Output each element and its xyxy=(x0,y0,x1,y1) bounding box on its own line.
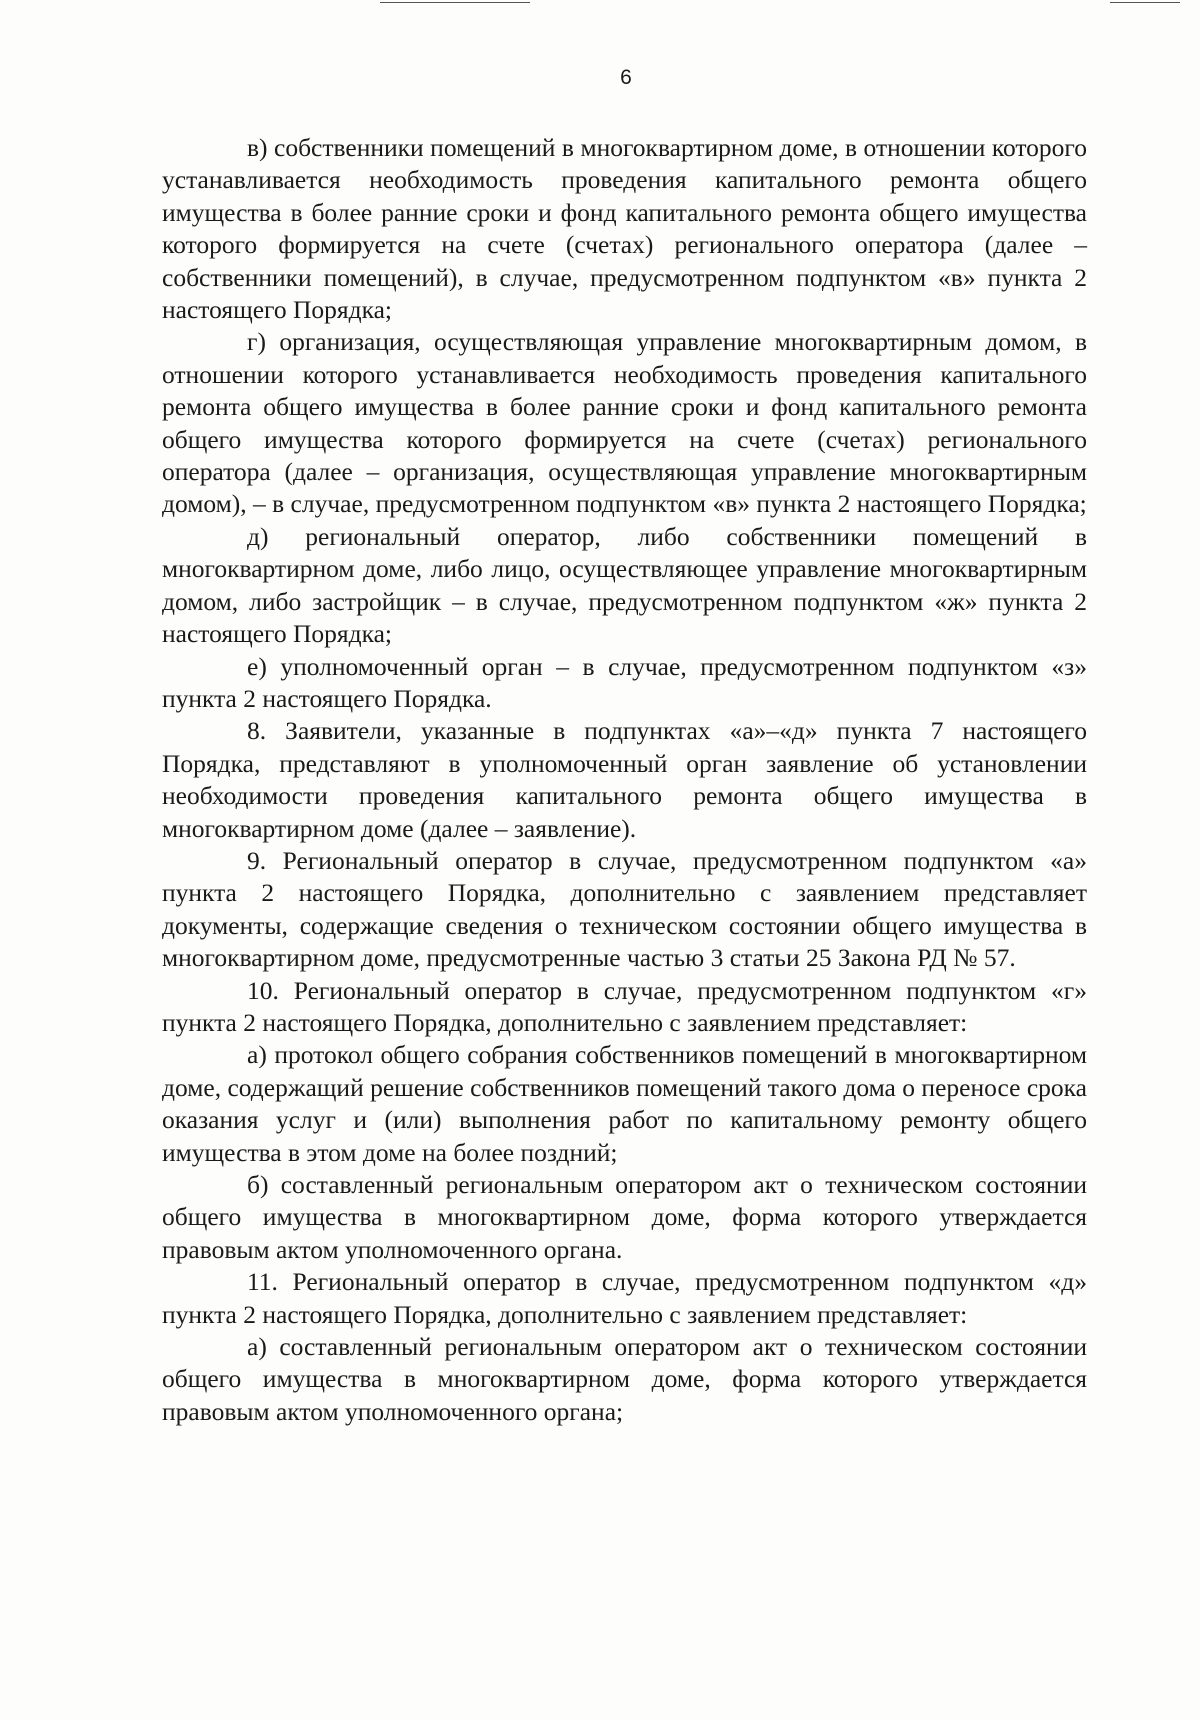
paragraph-7e: е) уполномоченный орган – в случае, предусмотренном подпунктом «з» пункта 2 настоящего Порядка. xyxy=(162,651,1087,713)
paragraph-7g: г) организация, осуществляющая управление многоквартирным домом, в отношении которого устанавливается необходимость проведения капитального ремонта общего имущества в более ранние сроки и фонд капитального ремонта общего имущества которого формируется на счете (счетах) регионального оператора (далее – организация, осуществляющая управление многоквартирным домом), – в случае, предусмотренном подпунктом «в» пункта 2 настоящего Порядка; xyxy=(162,327,1087,519)
scan-edge-mark xyxy=(1110,2,1180,3)
paragraph-7d: д) региональный оператор, либо собственники помещений в многоквартирном доме, либо лицо, осуществляющее управление многоквартирным домом, либо застройщик – в случае, предусмотренном подпунктом «ж» пункта 2 настоящего Порядка; xyxy=(162,521,1087,649)
page-number: 6 xyxy=(620,66,632,89)
paragraph-9: 9. Региональный оператор в случае, предусмотренном подпунктом «а» пункта 2 настоящего Порядка, дополнительно с заявлением представляет документы, содержащие сведения о техническом состоянии общего имущества в многоквартирном доме, предусмотренные частью 3 статьи 25 Закона РД № 57. xyxy=(162,845,1087,973)
paragraph-10b: б) составленный региональным оператором акт о техническом состоянии общего имущества в многоквартирном доме, форма которого утверждается правовым актом уполномоченного органа. xyxy=(162,1170,1087,1264)
paragraph-10: 10. Региональный оператор в случае, предусмотренном подпунктом «г» пункта 2 настоящего Порядка, дополнительно с заявлением представляет: xyxy=(162,975,1087,1037)
paragraph-7v: в) собственники помещений в многоквартирном доме, в отношении которого устанавливается необходимость проведения капитального ремонта общего имущества в более ранние сроки и фонд капитального ремонта общего имущества которого формируется на счете (счетах) регионального оператора (далее – собственники помещений), в случае, предусмотренном подпунктом «в» пункта 2 настоящего Порядка; xyxy=(162,133,1087,325)
paragraph-8: 8. Заявители, указанные в подпунктах «а»–«д» пункта 7 настоящего Порядка, представляют в уполномоченный орган заявление об установлении необходимости проведения капитального ремонта общего имущества в многоквартирном доме (далее – заявление). xyxy=(162,716,1087,843)
document-body xyxy=(162,132,1087,1428)
scan-edge-mark xyxy=(380,2,530,3)
paragraph-11a: а) составленный региональным оператором акт о техническом состоянии общего имущества в многоквартирном доме, форма которого утверждается правовым актом уполномоченного органа; xyxy=(162,1332,1087,1426)
paragraph-10a: а) протокол общего собрания собственников помещений в многоквартирном доме, содержащий решение собственников помещений такого дома о переносе срока оказания услуг и (или) выполнения работ по капитальному ремонту общего имущества в этом доме на более поздний; xyxy=(162,1040,1087,1167)
paragraph-11: 11. Региональный оператор в случае, предусмотренном подпунктом «д» пункта 2 настоящего Порядка, дополнительно с заявлением представляет: xyxy=(162,1267,1087,1329)
